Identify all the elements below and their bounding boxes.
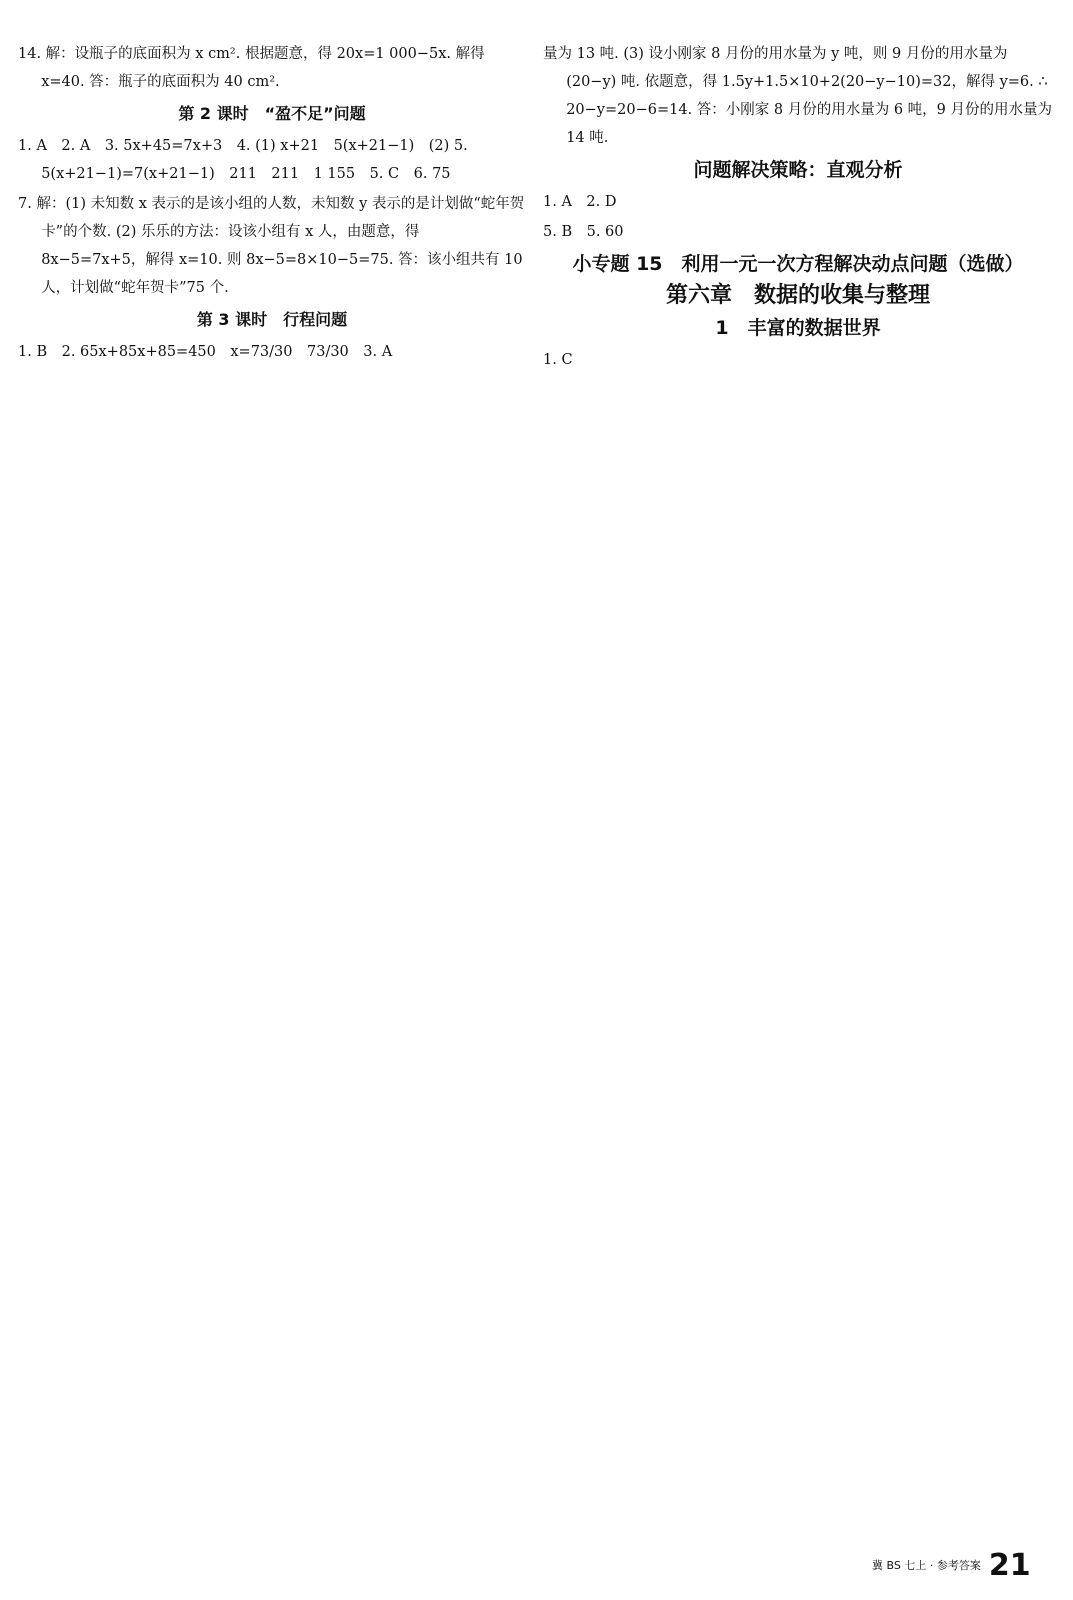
page-number: 21	[988, 1547, 1031, 1583]
section-heading: 小专题 15 利用一元一次方程解决动点问题（选做）	[572, 253, 1024, 275]
answer-paragraph: 1. B 2. 65x+85x+85=450 x=73/30 73/30 3. A	[18, 344, 393, 360]
section-heading: 第 3 课时 行程问题	[196, 310, 348, 329]
answer-paragraph: 1. C	[543, 352, 573, 368]
answer-paragraph: 1. A 2. A 3. 5x+45=7x+3 4. (1) x+21 5(x+21−1) (2) 5. 5(x+21−1)=7(x+21−1) 211 211 1 155 5. C 6. 75	[18, 138, 468, 182]
footer-tag: 冀 BS 七上 · 参考答案	[872, 1559, 981, 1572]
right-column	[543, 40, 1053, 376]
answer-paragraph: 14. 解：设瓶子的底面积为 x cm². 根据题意，得 20x=1 000−5x. 解得 x=40. 答：瓶子的底面积为 40 cm².	[18, 46, 485, 90]
section-heading: 第六章 数据的收集与整理	[665, 283, 930, 308]
section-heading: 1 丰富的数据世界	[715, 317, 881, 339]
section-heading: 问题解决策略：直观分析	[693, 159, 903, 181]
left-column	[18, 40, 526, 368]
section-heading: 第 2 课时 “盈不足”问题	[178, 104, 366, 123]
answer-paragraph: 1. A 2. D	[543, 194, 617, 210]
answer-paragraph: 7. 解：(1) 未知数 x 表示的是该小组的人数，未知数 y 表示的是计划做“蛇年贺卡”的个数. (2) 乐乐的方法：设该小组有 x 人，由题意，得 8x−5=7x+5，解得 x=10. 则 8x−5=8×10−5=75. 答：该小组共有 10 人，计划做“蛇年贺卡”75 个.	[18, 196, 525, 296]
answer-paragraph: 量为 13 吨. (3) 设小刚家 8 月份的用水量为 y 吨，则 9 月份的用水量为 (20−y) 吨. 依题意，得 1.5y+1.5×10+2(20−y−10)=32，解得 y=6. ∴ 20−y=20−6=14. 答：小刚家 8 月份的用水量为 6 吨，9 月份的用水量为 14 吨.	[543, 46, 1052, 146]
page-footer	[872, 1545, 1031, 1585]
answer-paragraph: 5. B 5. 60	[543, 224, 624, 240]
